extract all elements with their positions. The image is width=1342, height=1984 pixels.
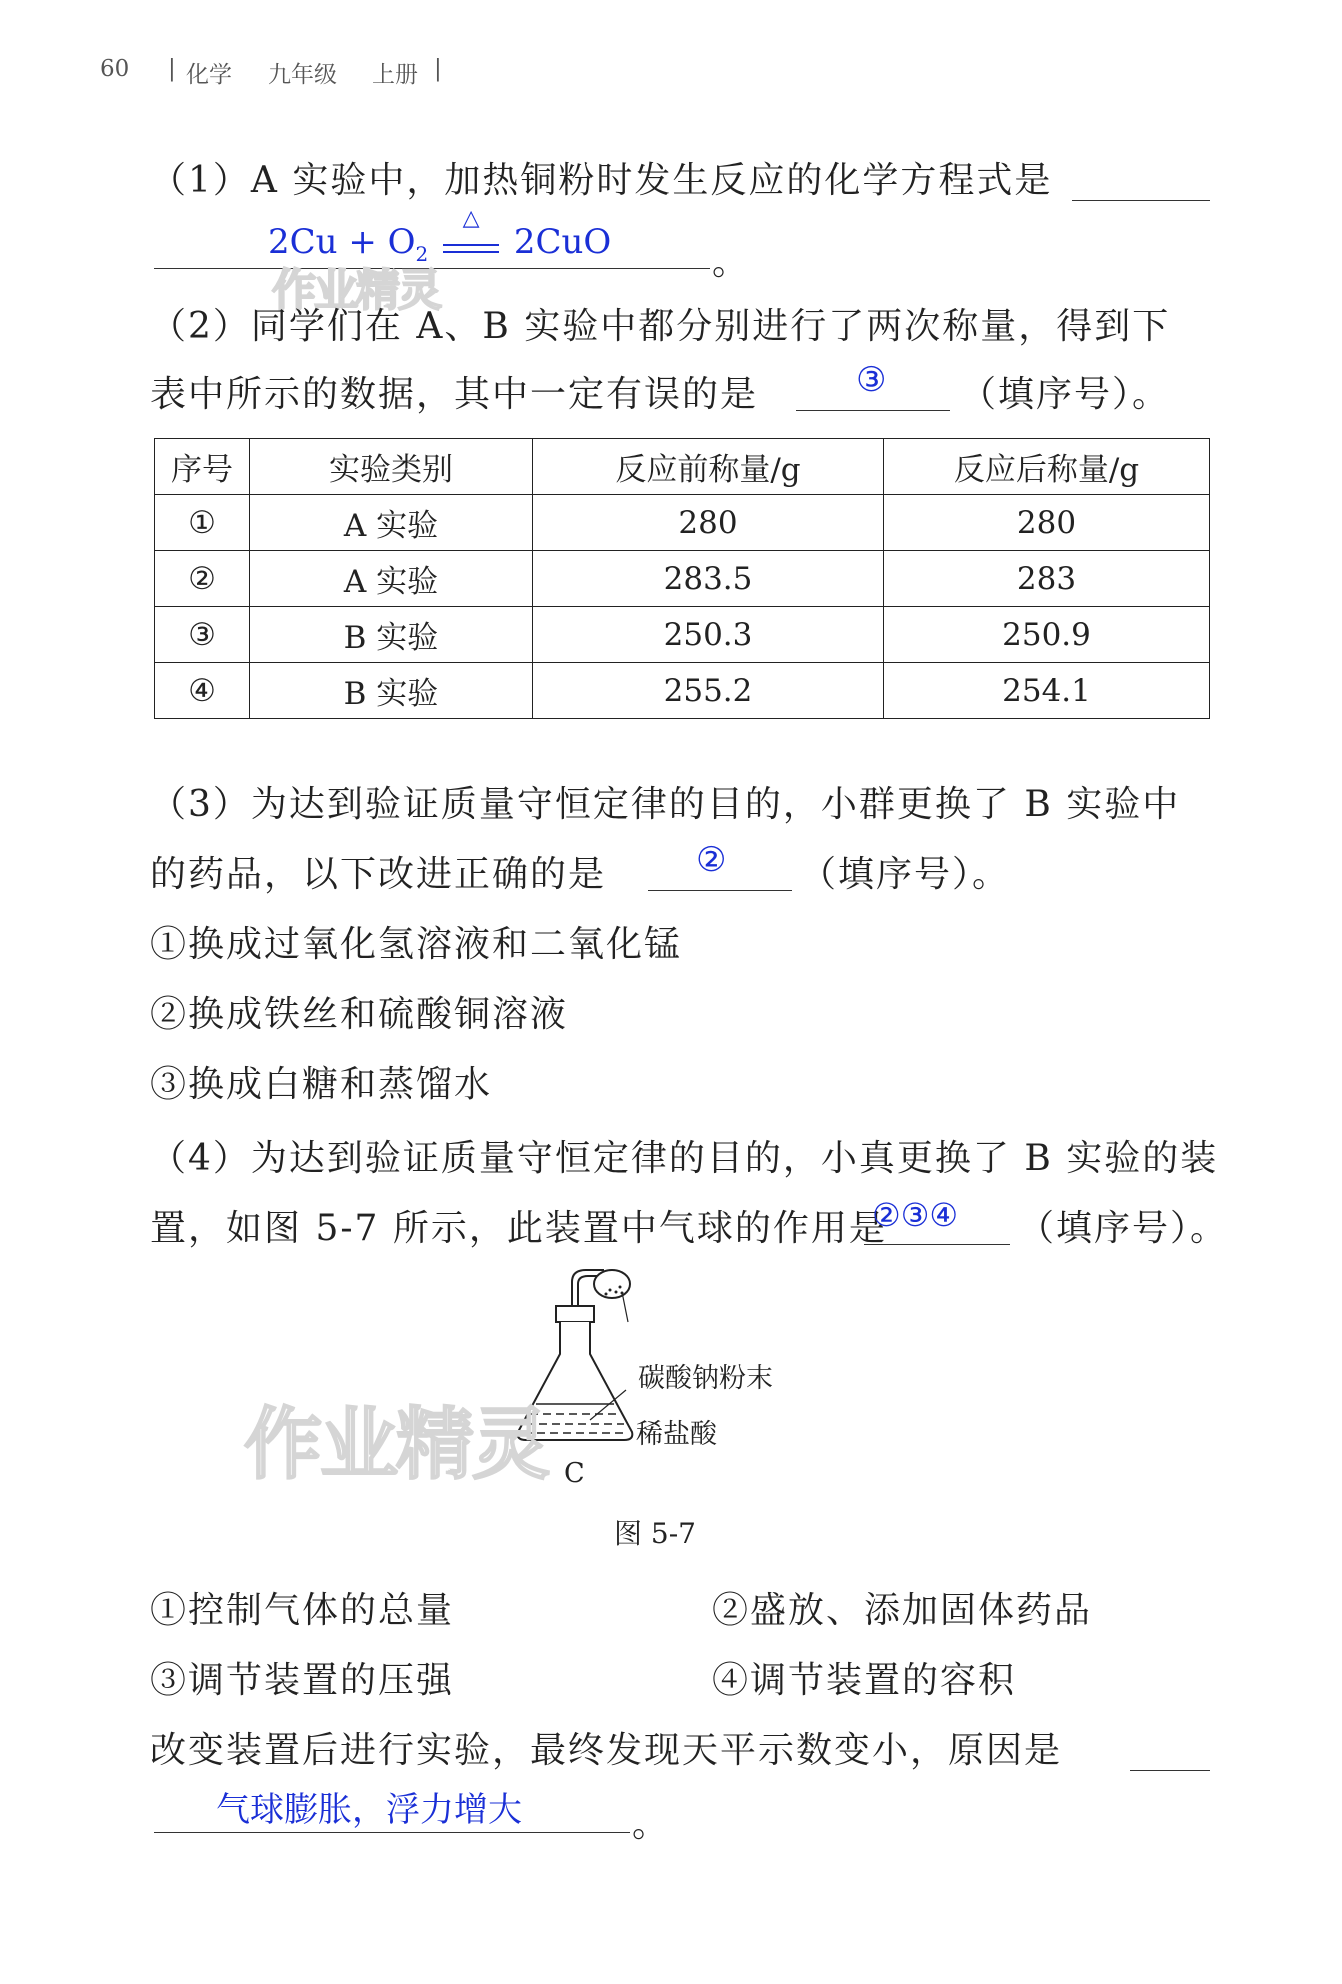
table-cell: B 实验 [250,663,533,719]
table-row [155,551,1210,607]
figure-caption: 图 5-7 [614,1517,696,1550]
table-cell: ④ [155,663,250,719]
q3-option: ②换成铁丝和硫酸铜溶液 [150,994,569,1035]
table-cell: 280 [533,495,884,551]
table-cell: ③ [155,607,250,663]
table-cell: 280 [884,495,1210,551]
q1-text: （1）A 实验中，加热铜粉时发生反应的化学方程式是 [150,160,1053,201]
q4-option: ①控制气体的总量 [150,1590,455,1631]
table-header-cell: 实验类别 [250,439,533,495]
q2-line2-post: （填序号）。 [960,374,1171,415]
table-cell: A 实验 [250,495,533,551]
q4-final-line: 改变装置后进行实验，最终发现天平示数变小，原因是 [150,1730,1063,1771]
header-bar-left: | [168,56,176,82]
table-cell: B 实验 [250,607,533,663]
q4-answer: ②③④ [872,1196,959,1234]
q2-line2-pre: 表中所示的数据，其中一定有误的是 [150,374,759,415]
header-grade: 九年级 [268,62,337,88]
q1-end: 。 [712,242,751,283]
q3-option: ③换成白糖和蒸馏水 [150,1064,493,1105]
table-cell: 250.9 [884,607,1210,663]
q3-line1: （3）为达到验证质量守恒定律的目的，小群更换了 B 实验中 [150,784,1181,825]
q4-line2-pre: 置，如图 5-7 所示，此装置中气球的作用是 [150,1208,887,1249]
q1-answer-subscript: 2 [415,241,429,266]
q4-line2-post: （填序号）。 [1018,1208,1229,1249]
q4-final-blank-line2 [154,1832,630,1833]
table-cell: 283 [884,551,1210,607]
q3-line2-post: （填序号）。 [800,854,1011,895]
q1-answer-right: 2CuO [513,222,612,262]
q4-option: ③调节装置的压强 [150,1660,455,1701]
stopper [556,1306,594,1322]
table-cell: ① [155,495,250,551]
table-cell: 254.1 [884,663,1210,719]
table-cell: A 实验 [250,551,533,607]
measurement-table [154,438,1210,719]
q4-option: ④调节装置的容积 [712,1660,1017,1701]
table-cell: ② [155,551,250,607]
header-subject: 化学 [186,62,232,88]
q4-blank-line [864,1244,1010,1245]
table-row [155,495,1210,551]
table-row [155,607,1210,663]
header-bar-right: | [434,56,442,82]
table-header-cell: 反应后称量/g [884,439,1210,495]
q4-final-blank-line1 [1130,1770,1210,1771]
q4-line1: （4）为达到验证质量守恒定律的目的，小真更换了 B 实验的装 [150,1138,1219,1179]
page-number: 60 [100,56,130,82]
q2-line1: （2）同学们在 A、B 实验中都分别进行了两次称量，得到下 [150,306,1171,347]
equals-sign [443,244,499,253]
q2-blank-line [796,410,950,411]
table-header-row [155,439,1210,495]
header-volume: 上册 [372,62,418,88]
heat-triangle-icon: △ [462,206,480,231]
label-acid: 稀盐酸 [636,1419,717,1450]
watermark-2: 作业精灵 [244,1400,549,1490]
q3-option: ①换成过氧化氢溶液和二氧化锰 [150,924,683,965]
table-header-cell: 序号 [155,439,250,495]
q1-blank-line1 [1072,200,1210,201]
label-c: C [564,1458,585,1489]
q1-answer-left: 2Cu + O [268,222,416,262]
q3-answer: ② [696,840,727,880]
table-header-cell: 反应前称量/g [533,439,884,495]
q1-reaction-condition [443,206,499,253]
label-powder: 碳酸钠粉末 [638,1363,773,1394]
q4-final-answer: 气球膨胀，浮力增大 [216,1790,522,1830]
table-row [155,663,1210,719]
table-cell: 255.2 [533,663,884,719]
watermark-1: 作业精灵 [272,265,440,316]
q4-final-end: 。 [632,1804,671,1845]
table-cell: 250.3 [533,607,884,663]
q3-line2-pre: 的药品，以下改进正确的是 [150,854,607,895]
q3-blank-line [648,890,792,891]
q2-answer: ③ [856,360,887,400]
balloon-icon [594,1270,630,1298]
q4-option: ②盛放、添加固体药品 [712,1590,1093,1631]
table-cell: 283.5 [533,551,884,607]
